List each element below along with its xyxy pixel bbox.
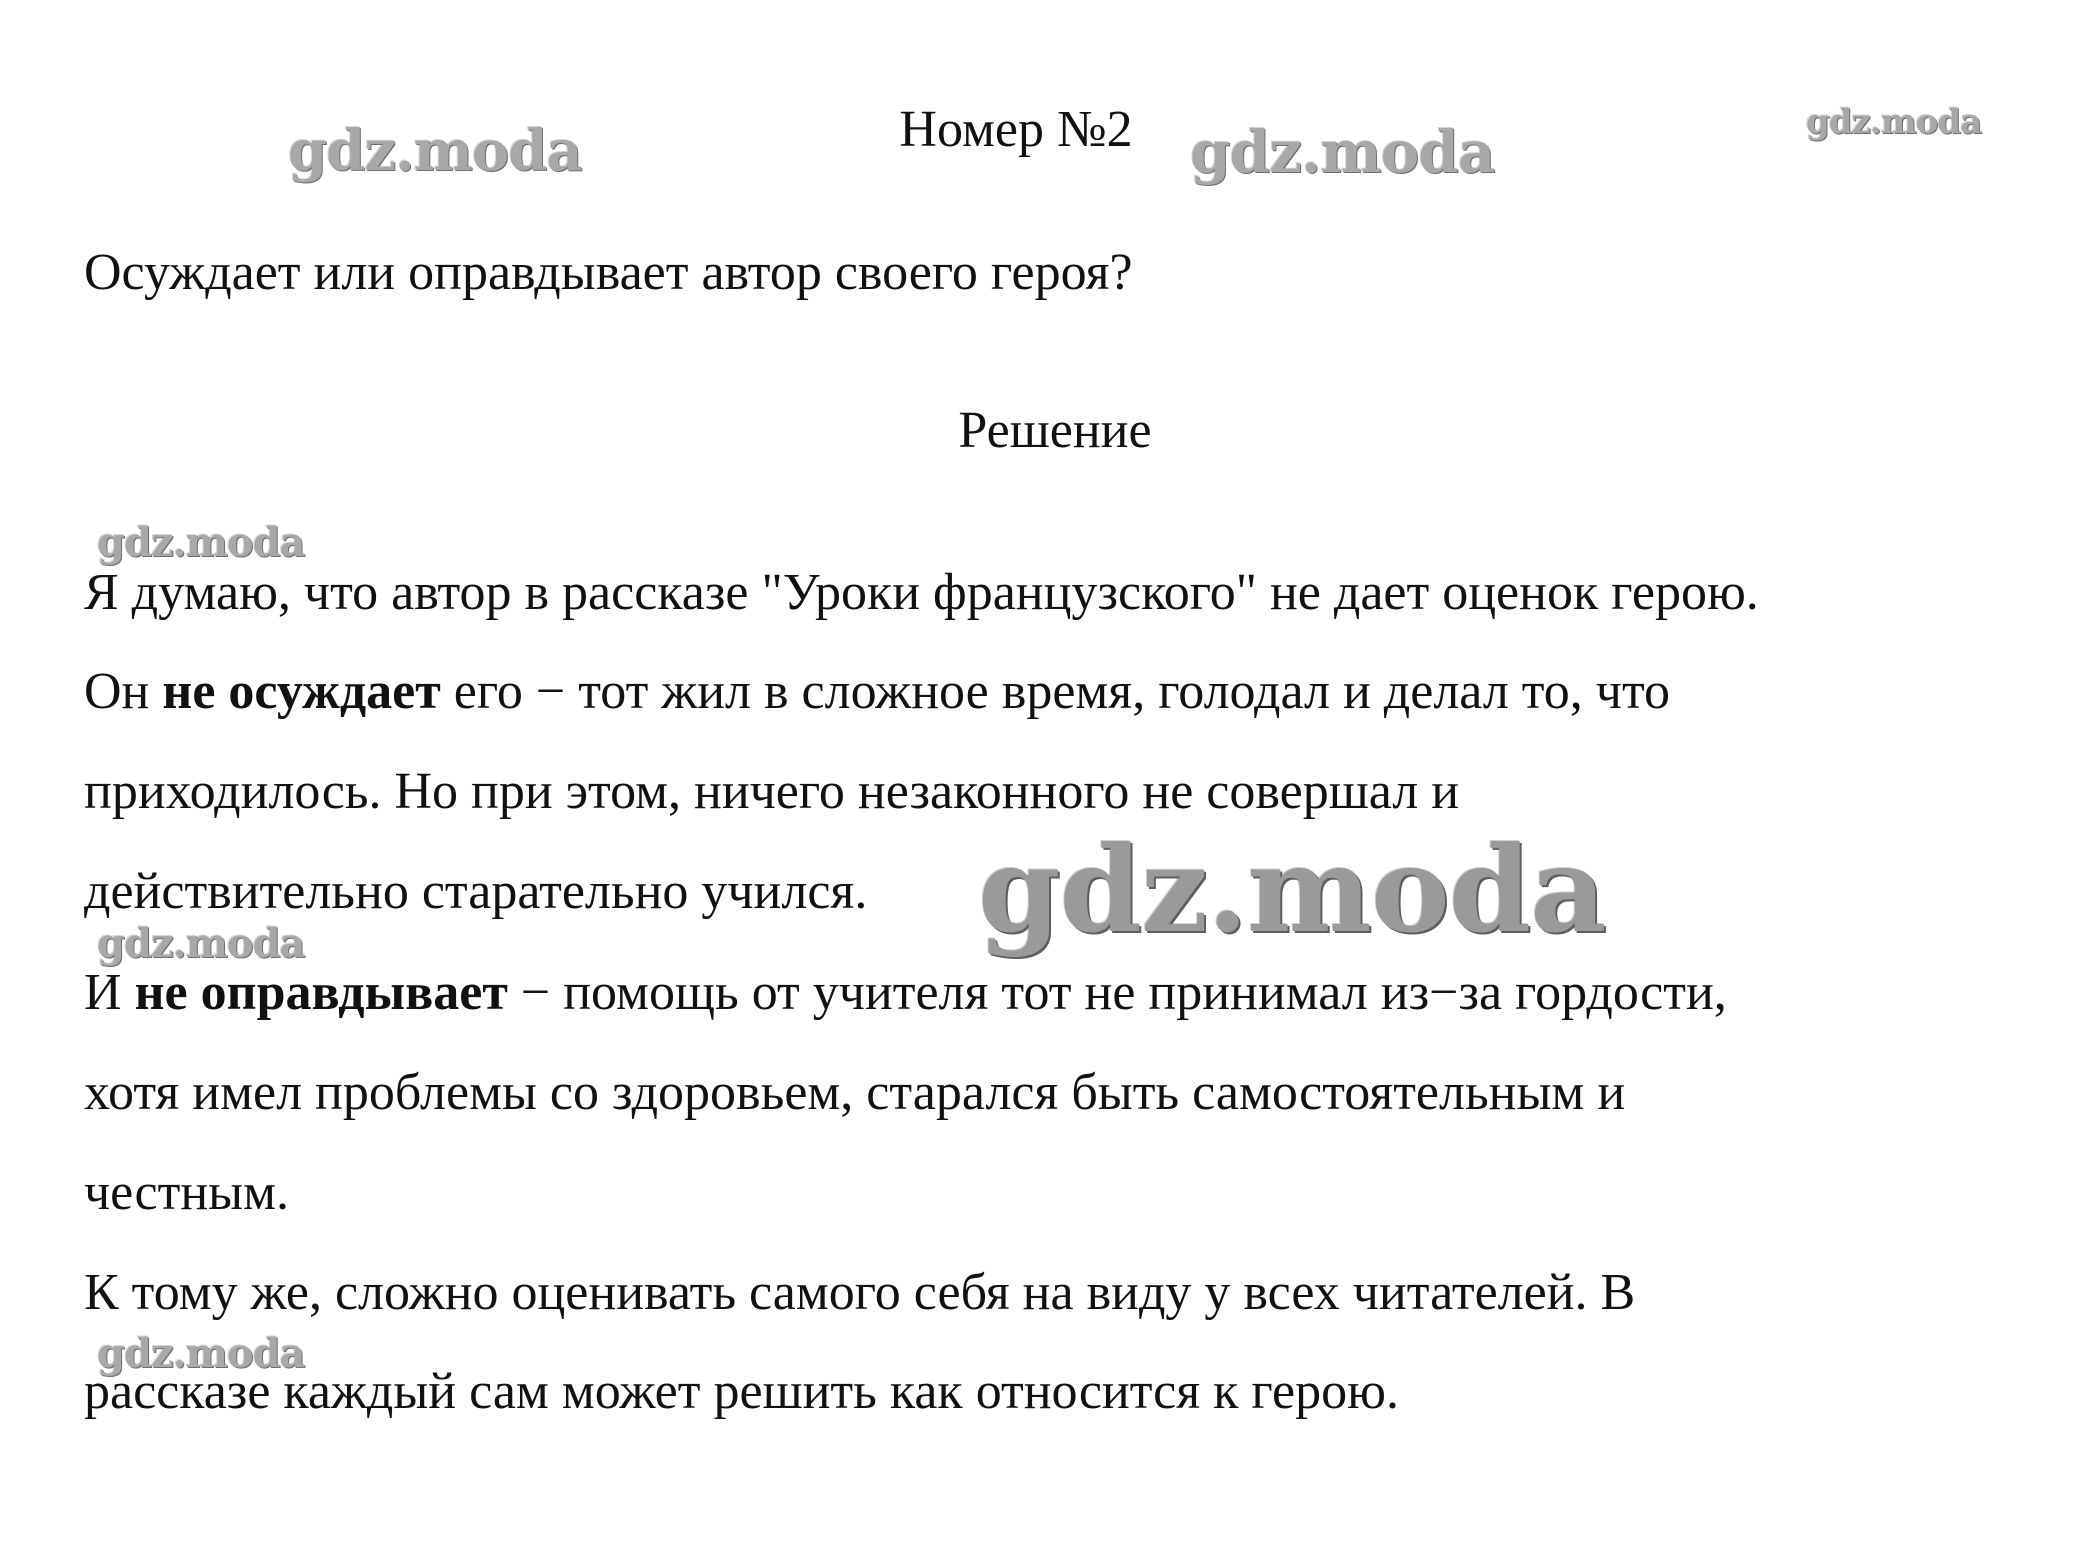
watermark-logo: gdz.moda — [97, 920, 305, 967]
answer-line-5-end: − помощь от учителя тот не принимал из−за гордости, — [507, 964, 1727, 1021]
question-text: Осуждает или оправдывает автор своего героя? — [84, 244, 1133, 301]
answer-line-9: рассказе каждый сам может решить как относится к герою. — [84, 1363, 1399, 1420]
answer-line-2 — [84, 657, 1670, 727]
answer-line-3: приходилось. Но при этом, ничего незаконного не совершал и — [84, 763, 1460, 820]
watermark-logo: gdz.moda — [288, 118, 582, 184]
answer-line-2-end: его − тот жил в сложное время, голодал и делал то, что — [440, 663, 1670, 720]
watermark-logo-large: gdz.moda — [978, 820, 1606, 959]
page-title-text: Номер №2 — [899, 101, 1133, 158]
answer-line-7: честным. — [84, 1164, 290, 1221]
watermark-logo: gdz.moda — [1190, 118, 1495, 186]
answer-line-8: К тому же, сложно оценивать самого себя на виду у всех читателей. В — [84, 1264, 1636, 1321]
watermark-logo: gdz.moda — [1806, 102, 1982, 142]
watermark-logo: gdz.moda — [97, 519, 305, 566]
answer-line-5-start: И — [84, 964, 135, 1021]
answer-line-2-start: Он — [84, 663, 163, 720]
answer-line-1: Я думаю, что автор в рассказе "Уроки французского" не дает оценок герою. — [84, 564, 1759, 621]
page-title — [0, 95, 2096, 165]
answer-emphasis-not-justify: не оправдывает — [134, 964, 508, 1021]
answer-line-6: хотя имел проблемы со здоровьем, старался быть самостоятельным и — [84, 1064, 1626, 1121]
solution-heading — [0, 396, 2096, 466]
answer-emphasis-not-condemn: не осуждает — [162, 663, 441, 720]
answer-line-5 — [84, 958, 1727, 1028]
watermark-logo: gdz.moda — [97, 1330, 305, 1377]
answer-line-4: действительно старательно учился. — [84, 863, 868, 920]
solution-heading-text: Решение — [958, 402, 1152, 459]
